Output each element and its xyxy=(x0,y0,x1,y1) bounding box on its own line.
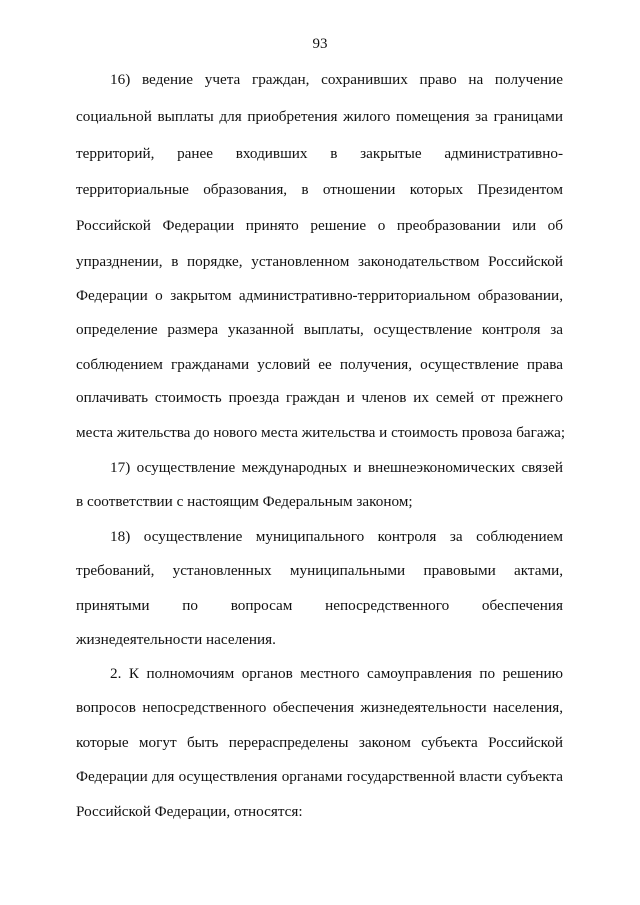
text-line: 2. К полномочиям органов местного самоуправления по решению xyxy=(110,665,563,682)
text-line: вопросов непосредственного обеспечения жизнедеятельности населения, xyxy=(76,699,563,716)
text-line: социальной выплаты для приобретения жилого помещения за границами xyxy=(76,108,563,125)
text-line: оплачивать стоимость проезда граждан и членов их семей от прежнего xyxy=(76,389,563,406)
text-line: 18) осуществление муниципального контроля за соблюдением xyxy=(110,528,563,545)
text-line: соблюдением гражданами условий ее получения, осуществление права xyxy=(76,356,563,373)
text-line: Российской Федерации принято решение о преобразовании или об xyxy=(76,217,563,234)
text-line: 16) ведение учета граждан, сохранивших право на получение xyxy=(110,71,563,88)
page-number: 93 xyxy=(312,36,328,52)
text-line: 17) осуществление международных и внешнеэкономических связей xyxy=(110,459,563,476)
text-line: принятыми по вопросам непосредственного обеспечения xyxy=(76,597,563,614)
text-line: жизнедеятельности населения. xyxy=(76,631,276,648)
text-line: места жительства до нового места жительства и стоимость провоза багажа; xyxy=(76,424,566,441)
text-line: территорий, ранее входивших в закрытые административно- xyxy=(76,145,563,162)
text-line: требований, установленных муниципальными правовыми актами, xyxy=(76,562,563,579)
text-line: которые могут быть перераспределены законом субъекта Российской xyxy=(76,734,563,751)
text-line: Федерации о закрытом административно-территориальном образовании, xyxy=(76,287,563,304)
text-line: Федерации для осуществления органами государственной власти субъекта xyxy=(76,768,563,785)
text-line: Российской Федерации, относятся: xyxy=(76,803,303,820)
text-line: определение размера указанной выплаты, осуществление контроля за xyxy=(76,321,563,338)
text-line: в соответствии с настоящим Федеральным законом; xyxy=(76,493,413,510)
text-line: территориальные образования, в отношении которых Президентом xyxy=(76,181,563,198)
text-line: упразднении, в порядке, установленном законодательством Российской xyxy=(76,253,563,270)
